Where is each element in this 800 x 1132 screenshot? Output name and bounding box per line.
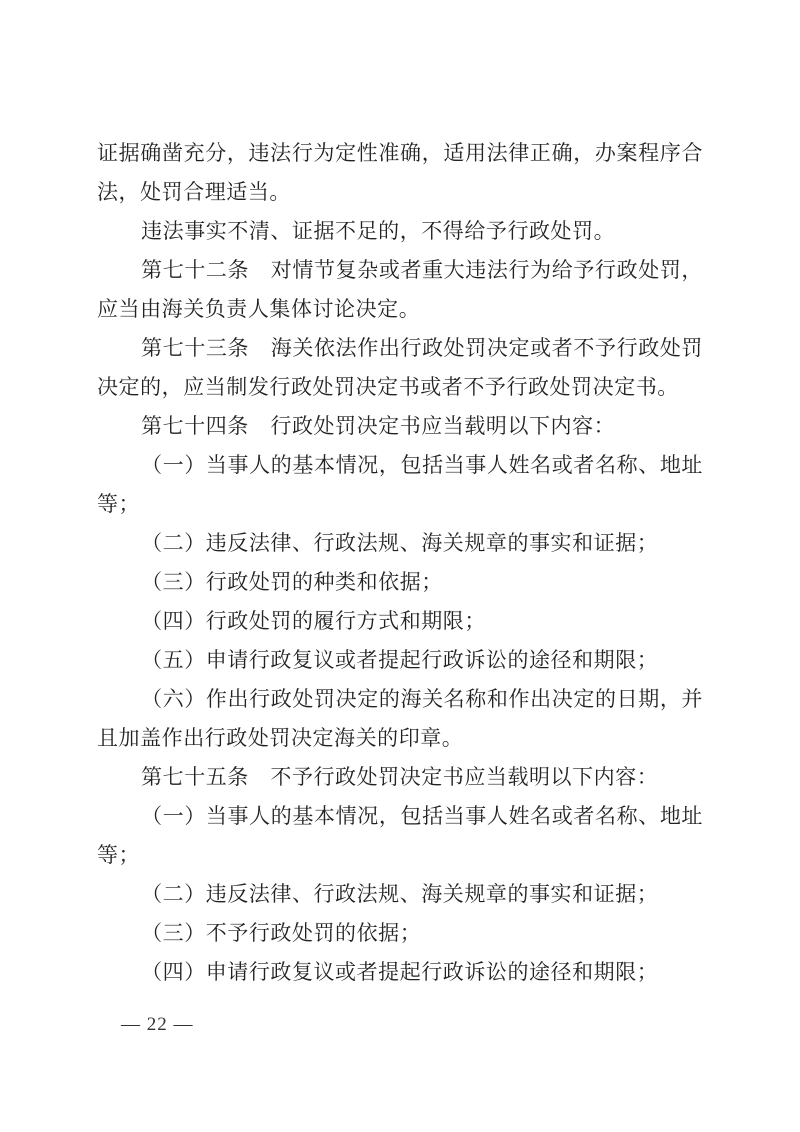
- article-74-item-5: （五）申请行政复议或者提起行政诉讼的途径和期限；: [141, 648, 659, 672]
- article-74-item-6: （六）作出行政处罚决定的海关名称和作出决定的日期，并且加盖作出行政处罚决定海关的印章。: [97, 687, 703, 750]
- article-73-paragraph: 第七十三条 海关依法作出行政处罚决定或者不予行政处罚决定的，应当制发行政处罚决定书或者不予行政处罚决定书。: [97, 336, 703, 399]
- article-74-item-3: （三）行政处罚的种类和依据；: [141, 570, 443, 594]
- article-72-paragraph: 第七十二条 对情节复杂或者重大违法行为给予行政处罚，应当由海关负责人集体讨论决定。: [97, 258, 703, 321]
- article-74-item-4: （四）行政处罚的履行方式和期限；: [141, 609, 486, 633]
- article-75-item-3: （三）不予行政处罚的依据；: [141, 921, 422, 945]
- page-number: — 22 —: [121, 1014, 194, 1035]
- article-75-item-4: （四）申请行政复议或者提起行政诉讼的途径和期限；: [141, 960, 659, 984]
- article-74-item-2: （二）违反法律、行政法规、海关规章的事实和证据；: [141, 531, 659, 555]
- article-75-item-2: （二）违反法律、行政法规、海关规章的事实和证据；: [141, 882, 659, 906]
- article-75-paragraph: 第七十五条 不予行政处罚决定书应当载明以下内容：: [141, 765, 659, 789]
- article-74-item-1: （一）当事人的基本情况，包括当事人姓名或者名称、地址等；: [97, 453, 703, 516]
- article-75-item-1: （一）当事人的基本情况，包括当事人姓名或者名称、地址等；: [97, 804, 703, 867]
- paragraph-continuation: 证据确凿充分，违法行为定性准确，适用法律正确，办案程序合法，处罚合理适当。: [97, 141, 703, 204]
- article-74-paragraph: 第七十四条 行政处罚决定书应当载明以下内容：: [141, 414, 616, 438]
- document-body: [97, 134, 703, 992]
- paragraph-no-penalty-rule: 违法事实不清、证据不足的，不得给予行政处罚。: [141, 219, 616, 243]
